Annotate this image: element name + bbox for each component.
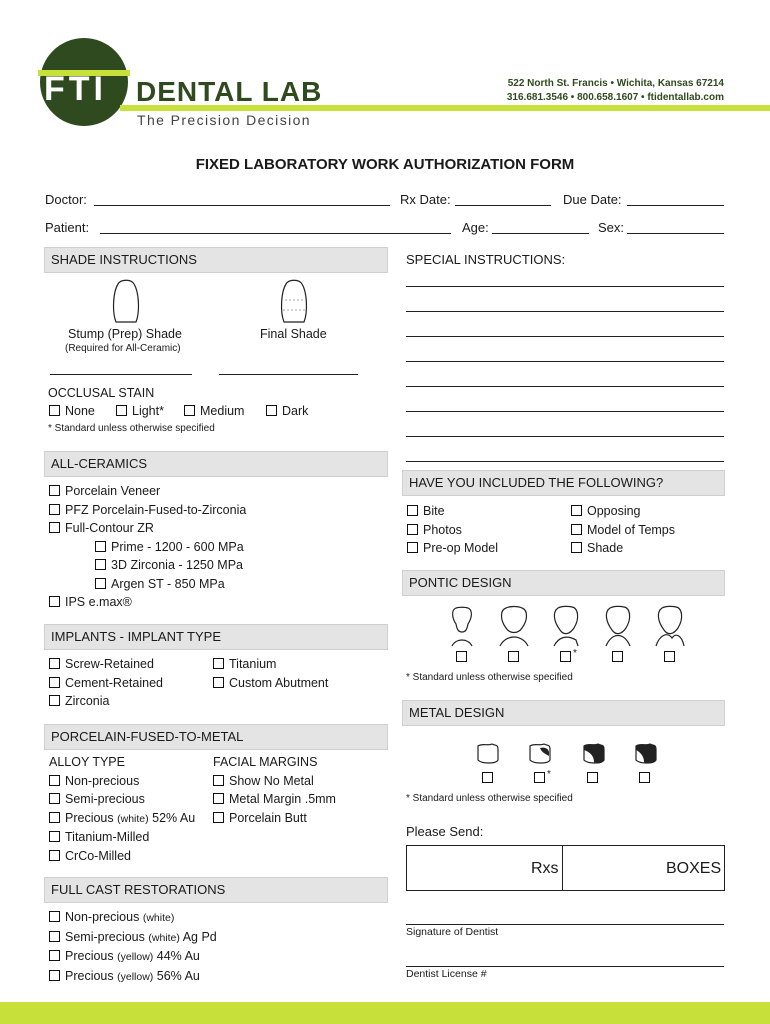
dentist-signature-field[interactable] (406, 924, 724, 925)
checkbox[interactable] (407, 542, 418, 553)
checkbox[interactable] (213, 677, 224, 688)
pontic-tooth-icon (606, 606, 630, 646)
sex-field[interactable] (627, 233, 724, 234)
checkbox[interactable] (571, 524, 582, 535)
list-item[interactable]: Precious (white) 52% Au (49, 809, 195, 829)
pontic-checkbox[interactable] (508, 651, 519, 662)
metal-checkbox[interactable] (482, 772, 493, 783)
checkbox[interactable] (49, 596, 60, 607)
checkbox[interactable] (407, 505, 418, 516)
due-date-field[interactable] (627, 205, 724, 206)
checkbox[interactable] (49, 522, 60, 533)
address-line: 522 North St. Francis • Wichita, Kansas 67214 (507, 78, 724, 89)
checkbox[interactable] (571, 505, 582, 516)
full-cast-header: FULL CAST RESTORATIONS (44, 877, 388, 903)
checkbox[interactable] (49, 485, 60, 496)
list-item[interactable]: IPS e.max® (49, 593, 246, 612)
implants-header: IMPLANTS - IMPLANT TYPE (44, 624, 388, 650)
rx-date-label: Rx Date: (400, 192, 451, 207)
checkbox[interactable] (95, 559, 106, 570)
fti-logo-icon (38, 64, 130, 104)
please-send-label: Please Send: (406, 824, 484, 839)
implants-right-list (213, 655, 328, 692)
special-line[interactable] (406, 361, 724, 362)
included-header: HAVE YOU INCLUDED THE FOLLOWING? (402, 470, 725, 496)
full-cast-list (49, 908, 217, 986)
occlusal-note: * Standard unless otherwise specified (48, 423, 215, 434)
occlusal-dark[interactable]: Dark (266, 402, 308, 421)
stump-shade-label: Stump (Prep) Shade (68, 327, 182, 341)
list-item[interactable]: Porcelain Veneer (49, 482, 246, 501)
special-line[interactable] (406, 286, 724, 287)
pontic-designs-icon (446, 604, 686, 650)
sex-label: Sex: (598, 220, 625, 235)
all-ceramics-list (49, 482, 246, 612)
metal-checkbox[interactable] (534, 772, 545, 783)
pontic-header: PONTIC DESIGN (402, 570, 725, 596)
list-item[interactable]: Full-Contour ZR (49, 519, 246, 538)
pontic-standard-star: * (573, 648, 577, 659)
checkbox[interactable] (49, 850, 60, 861)
final-shade-label: Final Shade (260, 327, 327, 341)
checkbox[interactable] (49, 831, 60, 842)
list-item[interactable]: Titanium (213, 655, 328, 674)
brand-name: DENTAL LAB (136, 76, 323, 107)
special-line[interactable] (406, 461, 724, 462)
rx-date-field[interactable] (455, 205, 551, 206)
checkbox[interactable] (213, 793, 224, 804)
checkbox[interactable] (49, 658, 60, 669)
dentist-license-label: Dentist License # (406, 968, 487, 980)
list-item[interactable]: Prime - 1200 - 600 MPa (49, 538, 246, 557)
list-item[interactable]: Precious (yellow) 44% Au (49, 947, 217, 967)
stump-tooth-icon (110, 278, 142, 324)
pontic-checkbox[interactable] (560, 651, 571, 662)
alloy-list (49, 753, 195, 865)
all-ceramics-header: ALL-CERAMICS (44, 451, 388, 477)
list-item[interactable]: Non-precious (49, 772, 195, 791)
list-item[interactable]: Precious (yellow) 56% Au (49, 967, 217, 987)
list-item[interactable]: Porcelain Butt (213, 809, 336, 828)
list-item[interactable]: Custom Abutment (213, 674, 328, 693)
boxes-label: BOXES (666, 860, 722, 877)
checkbox[interactable] (213, 775, 224, 786)
checkbox[interactable] (49, 677, 60, 688)
checkbox[interactable] (49, 950, 60, 961)
checkbox[interactable] (49, 931, 60, 942)
pontic-checkbox[interactable] (664, 651, 675, 662)
metal-design-icon (636, 744, 656, 763)
facial-heading: FACIAL MARGINS (213, 755, 318, 769)
metal-designs-icon (476, 742, 666, 768)
occlusal-stain-heading: OCCLUSAL STAIN (48, 386, 155, 400)
checkbox[interactable] (95, 578, 106, 589)
list-item[interactable]: Shade (571, 539, 675, 558)
checkbox[interactable] (213, 658, 224, 669)
list-item[interactable]: Screw-Retained (49, 655, 163, 674)
pontic-tooth-icon (452, 607, 472, 646)
list-item[interactable]: Semi-precious (49, 790, 195, 809)
metal-design-icon (530, 744, 550, 763)
please-send-box (406, 845, 725, 891)
checkbox[interactable] (49, 911, 60, 922)
included-left-list (407, 502, 498, 558)
doctor-field[interactable] (94, 205, 390, 206)
facial-margins-list (213, 753, 336, 827)
checkbox[interactable] (213, 812, 224, 823)
checkbox[interactable] (49, 775, 60, 786)
special-line[interactable] (406, 336, 724, 337)
metal-design-icon (478, 744, 498, 763)
metal-design-header: METAL DESIGN (402, 700, 725, 726)
list-item[interactable]: Model of Temps (571, 521, 675, 540)
doctor-label: Doctor: (45, 192, 87, 207)
patient-label: Patient: (45, 220, 90, 235)
list-item[interactable]: Metal Margin .5mm (213, 790, 336, 809)
special-line[interactable] (406, 311, 724, 312)
occlusal-none[interactable]: None (49, 402, 95, 421)
included-right-list (571, 502, 675, 558)
pfm-header: PORCELAIN-FUSED-TO-METAL (44, 724, 388, 750)
stump-shade-field[interactable] (50, 374, 192, 375)
alloy-heading: ALLOY TYPE (49, 755, 125, 769)
list-item[interactable]: Bite (407, 502, 498, 521)
pontic-tooth-icon (500, 607, 528, 647)
pontic-checkbox[interactable] (612, 651, 623, 662)
checkbox[interactable] (184, 405, 195, 416)
patient-field[interactable] (100, 233, 451, 234)
rxs-label: Rxs (531, 860, 559, 877)
pontic-note: * Standard unless otherwise specified (406, 672, 573, 683)
special-instructions-heading: SPECIAL INSTRUCTIONS: (406, 252, 566, 267)
metal-checkbox[interactable] (639, 772, 650, 783)
age-label: Age: (462, 220, 489, 235)
checkbox[interactable] (49, 695, 60, 706)
checkbox[interactable] (407, 524, 418, 535)
checkbox[interactable] (571, 542, 582, 553)
final-shade-tooth-icon (278, 278, 310, 324)
metal-standard-star: * (547, 769, 551, 780)
due-date-label: Due Date: (563, 192, 622, 207)
metal-checkbox[interactable] (587, 772, 598, 783)
metal-note: * Standard unless otherwise specified (406, 793, 573, 804)
special-line[interactable] (406, 386, 724, 387)
age-field[interactable] (492, 233, 589, 234)
list-item[interactable]: Titanium-Milled (49, 828, 195, 847)
checkbox[interactable] (49, 793, 60, 804)
checkbox[interactable] (49, 504, 60, 515)
list-item[interactable]: Semi-precious (white) Ag Pd (49, 928, 217, 948)
dentist-license-field[interactable] (406, 966, 724, 967)
pontic-checkbox[interactable] (456, 651, 467, 662)
final-shade-field[interactable] (219, 374, 358, 375)
checkbox[interactable] (49, 970, 60, 981)
list-item[interactable]: Opposing (571, 502, 675, 521)
checkbox[interactable] (49, 405, 60, 416)
checkbox[interactable] (266, 405, 277, 416)
special-line[interactable] (406, 436, 724, 437)
tagline: The Precision Decision (137, 112, 311, 128)
occlusal-medium[interactable]: Medium (184, 402, 244, 421)
list-item[interactable]: Pre-op Model (407, 539, 498, 558)
list-item[interactable]: Argen ST - 850 MPa (49, 575, 246, 594)
dentist-signature-label: Signature of Dentist (406, 926, 499, 938)
checkbox[interactable] (49, 812, 60, 823)
stump-shade-note: (Required for All-Ceramic) (65, 343, 181, 354)
implants-left-list (49, 655, 163, 711)
shade-section-header: SHADE INSTRUCTIONS (44, 247, 388, 273)
special-line[interactable] (406, 411, 724, 412)
occlusal-light[interactable]: Light* (116, 402, 164, 421)
list-item[interactable]: Non-precious (white) (49, 908, 217, 928)
list-item[interactable]: 3D Zirconia - 1250 MPa (49, 556, 246, 575)
list-item[interactable]: Photos (407, 521, 498, 540)
contact-line: 316.681.3546 • 800.658.1607 • ftidentallab.com (506, 92, 724, 103)
address-block (507, 77, 724, 105)
list-item[interactable]: Cement-Retained (49, 674, 163, 693)
list-item[interactable]: CrCo-Milled (49, 847, 195, 866)
list-item[interactable]: Show No Metal (213, 772, 336, 791)
svg-text:FTI: FTI (44, 70, 107, 104)
checkbox[interactable] (116, 405, 127, 416)
form-title: FIXED LABORATORY WORK AUTHORIZATION FORM (195, 156, 575, 173)
checkbox[interactable] (95, 541, 106, 552)
metal-design-icon (584, 744, 604, 763)
pontic-tooth-icon (554, 606, 578, 646)
footer-accent-bar (0, 1002, 770, 1024)
list-item[interactable]: PFZ Porcelain-Fused-to-Zirconia (49, 501, 246, 520)
list-item[interactable]: Zirconia (49, 692, 163, 711)
pontic-tooth-icon (656, 606, 684, 646)
